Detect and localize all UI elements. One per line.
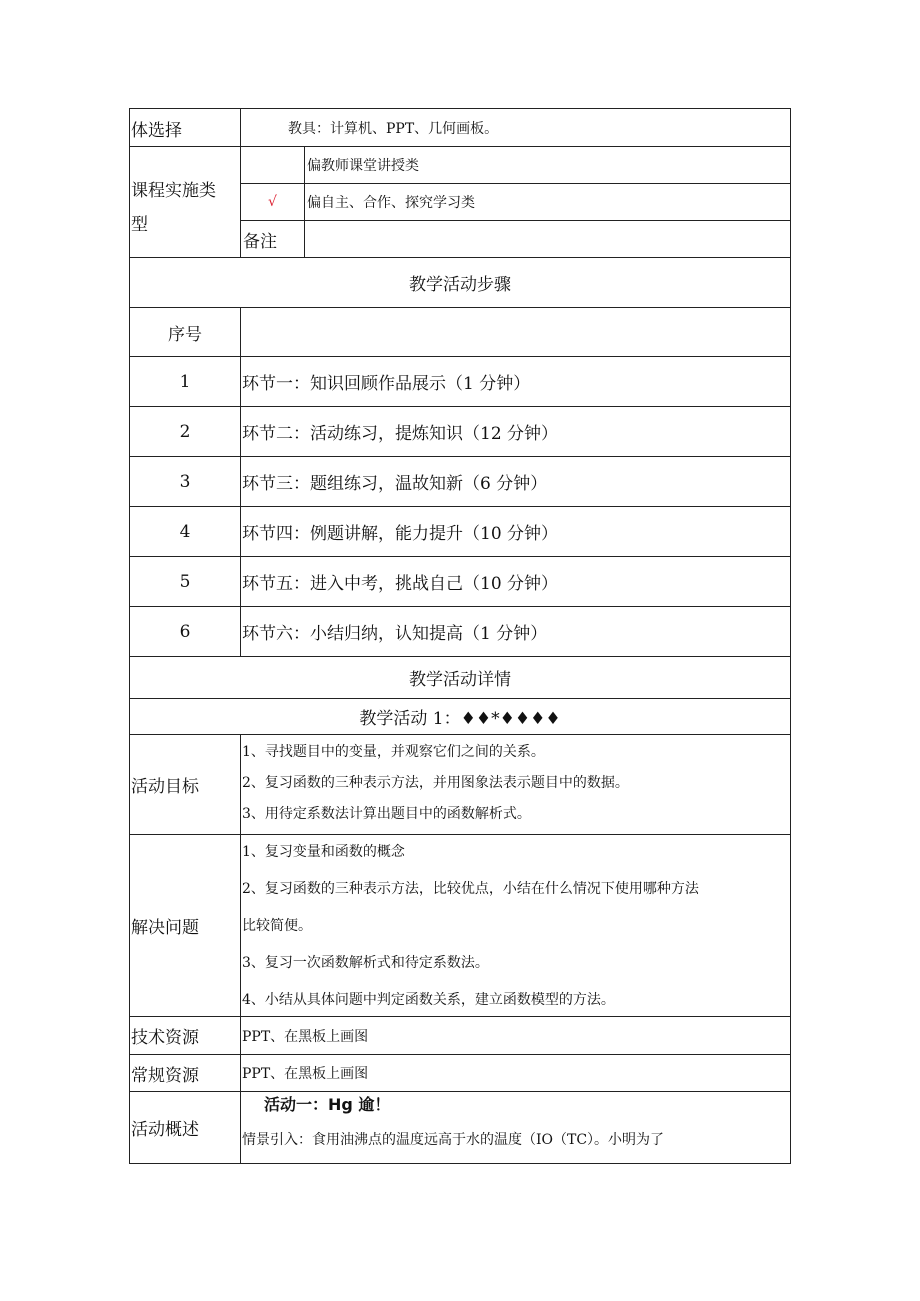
step-number: 6 bbox=[179, 621, 191, 642]
problem-item: 比较简便。 bbox=[242, 918, 312, 934]
remark-label: 备注 bbox=[243, 231, 277, 252]
media-value: 教具：计算机、PPT、几何画板。 bbox=[288, 121, 499, 137]
impl-type-line1: 课程实施类 bbox=[131, 181, 216, 201]
normal-label: 常规资源 bbox=[131, 1065, 199, 1086]
media-label: 体选择 bbox=[131, 120, 182, 141]
steps-title: 教学活动步骤 bbox=[409, 275, 511, 295]
goal-list bbox=[242, 737, 787, 833]
problem-list bbox=[242, 834, 787, 1014]
step-text: 环节六：小结归纳，认知提高（1 分钟） bbox=[242, 624, 548, 644]
step-text: 环节五：进入中考，挑战自己（10 分钟） bbox=[242, 574, 559, 594]
step-text: 环节四：例题讲解，能力提升（10 分钟） bbox=[242, 524, 559, 544]
step-text: 环节一：知识回顾作品展示（1 分钟） bbox=[242, 374, 531, 394]
tech-label: 技术资源 bbox=[131, 1028, 199, 1048]
goal-item: 3、用待定系数法计算出题目中的函数解析式。 bbox=[242, 806, 531, 822]
content-header bbox=[243, 308, 783, 356]
problem-item: 2、复习函数的三种表示方法，比较优点，小结在什么情况下使用哪种方法 bbox=[242, 881, 699, 897]
normal-value: PPT、在黑板上画图 bbox=[242, 1066, 369, 1082]
impl-type-line2: 型 bbox=[131, 215, 148, 235]
problem-item: 1、复习变量和函数的概念 bbox=[242, 844, 405, 860]
details-title: 教学活动详情 bbox=[409, 670, 511, 690]
step-text: 环节二：活动练习，提炼知识（12 分钟） bbox=[242, 424, 559, 444]
overview-content bbox=[242, 1092, 787, 1163]
problem-item: 4、小结从具体问题中判定函数关系，建立函数模型的方法。 bbox=[242, 992, 615, 1008]
step-number: 2 bbox=[179, 421, 191, 442]
goal-item: 2、复习函数的三种表示方法，并用图象法表示题目中的数据。 bbox=[242, 775, 629, 791]
problem-item: 3、复习一次函数解析式和待定系数法。 bbox=[242, 955, 489, 971]
step-text: 环节三：题组练习，温故知新（6 分钟） bbox=[242, 474, 548, 494]
remark-value bbox=[307, 221, 787, 257]
seq-header: 序号 bbox=[168, 324, 202, 345]
problem-label: 解决问题 bbox=[131, 918, 199, 938]
overview-title: 活动一：Hg 逾！ bbox=[264, 1095, 391, 1114]
step-number: 1 bbox=[179, 371, 191, 392]
overview-text: 情景引入：食用油沸点的温度远高于水的温度（IO（TC）。小明为了 bbox=[242, 1132, 665, 1148]
check-mark-icon: √ bbox=[268, 194, 277, 210]
option-teacher-lecture: 偏教师课堂讲授类 bbox=[307, 158, 419, 174]
goal-label: 活动目标 bbox=[131, 777, 199, 797]
impl-type-label bbox=[131, 174, 239, 238]
step-number: 4 bbox=[179, 521, 191, 542]
tech-value: PPT、在黑板上画图 bbox=[242, 1028, 369, 1045]
option-self-study: 偏自主、合作、探究学习类 bbox=[307, 195, 475, 211]
activity-title: 教学活动 1：♦♦*♦♦♦♦ bbox=[359, 709, 561, 729]
step-number: 3 bbox=[179, 471, 191, 492]
goal-item: 1、寻找题目中的变量，并观察它们之间的关系。 bbox=[242, 744, 545, 760]
overview-label: 活动概述 bbox=[131, 1120, 199, 1140]
step-number: 5 bbox=[179, 571, 191, 592]
